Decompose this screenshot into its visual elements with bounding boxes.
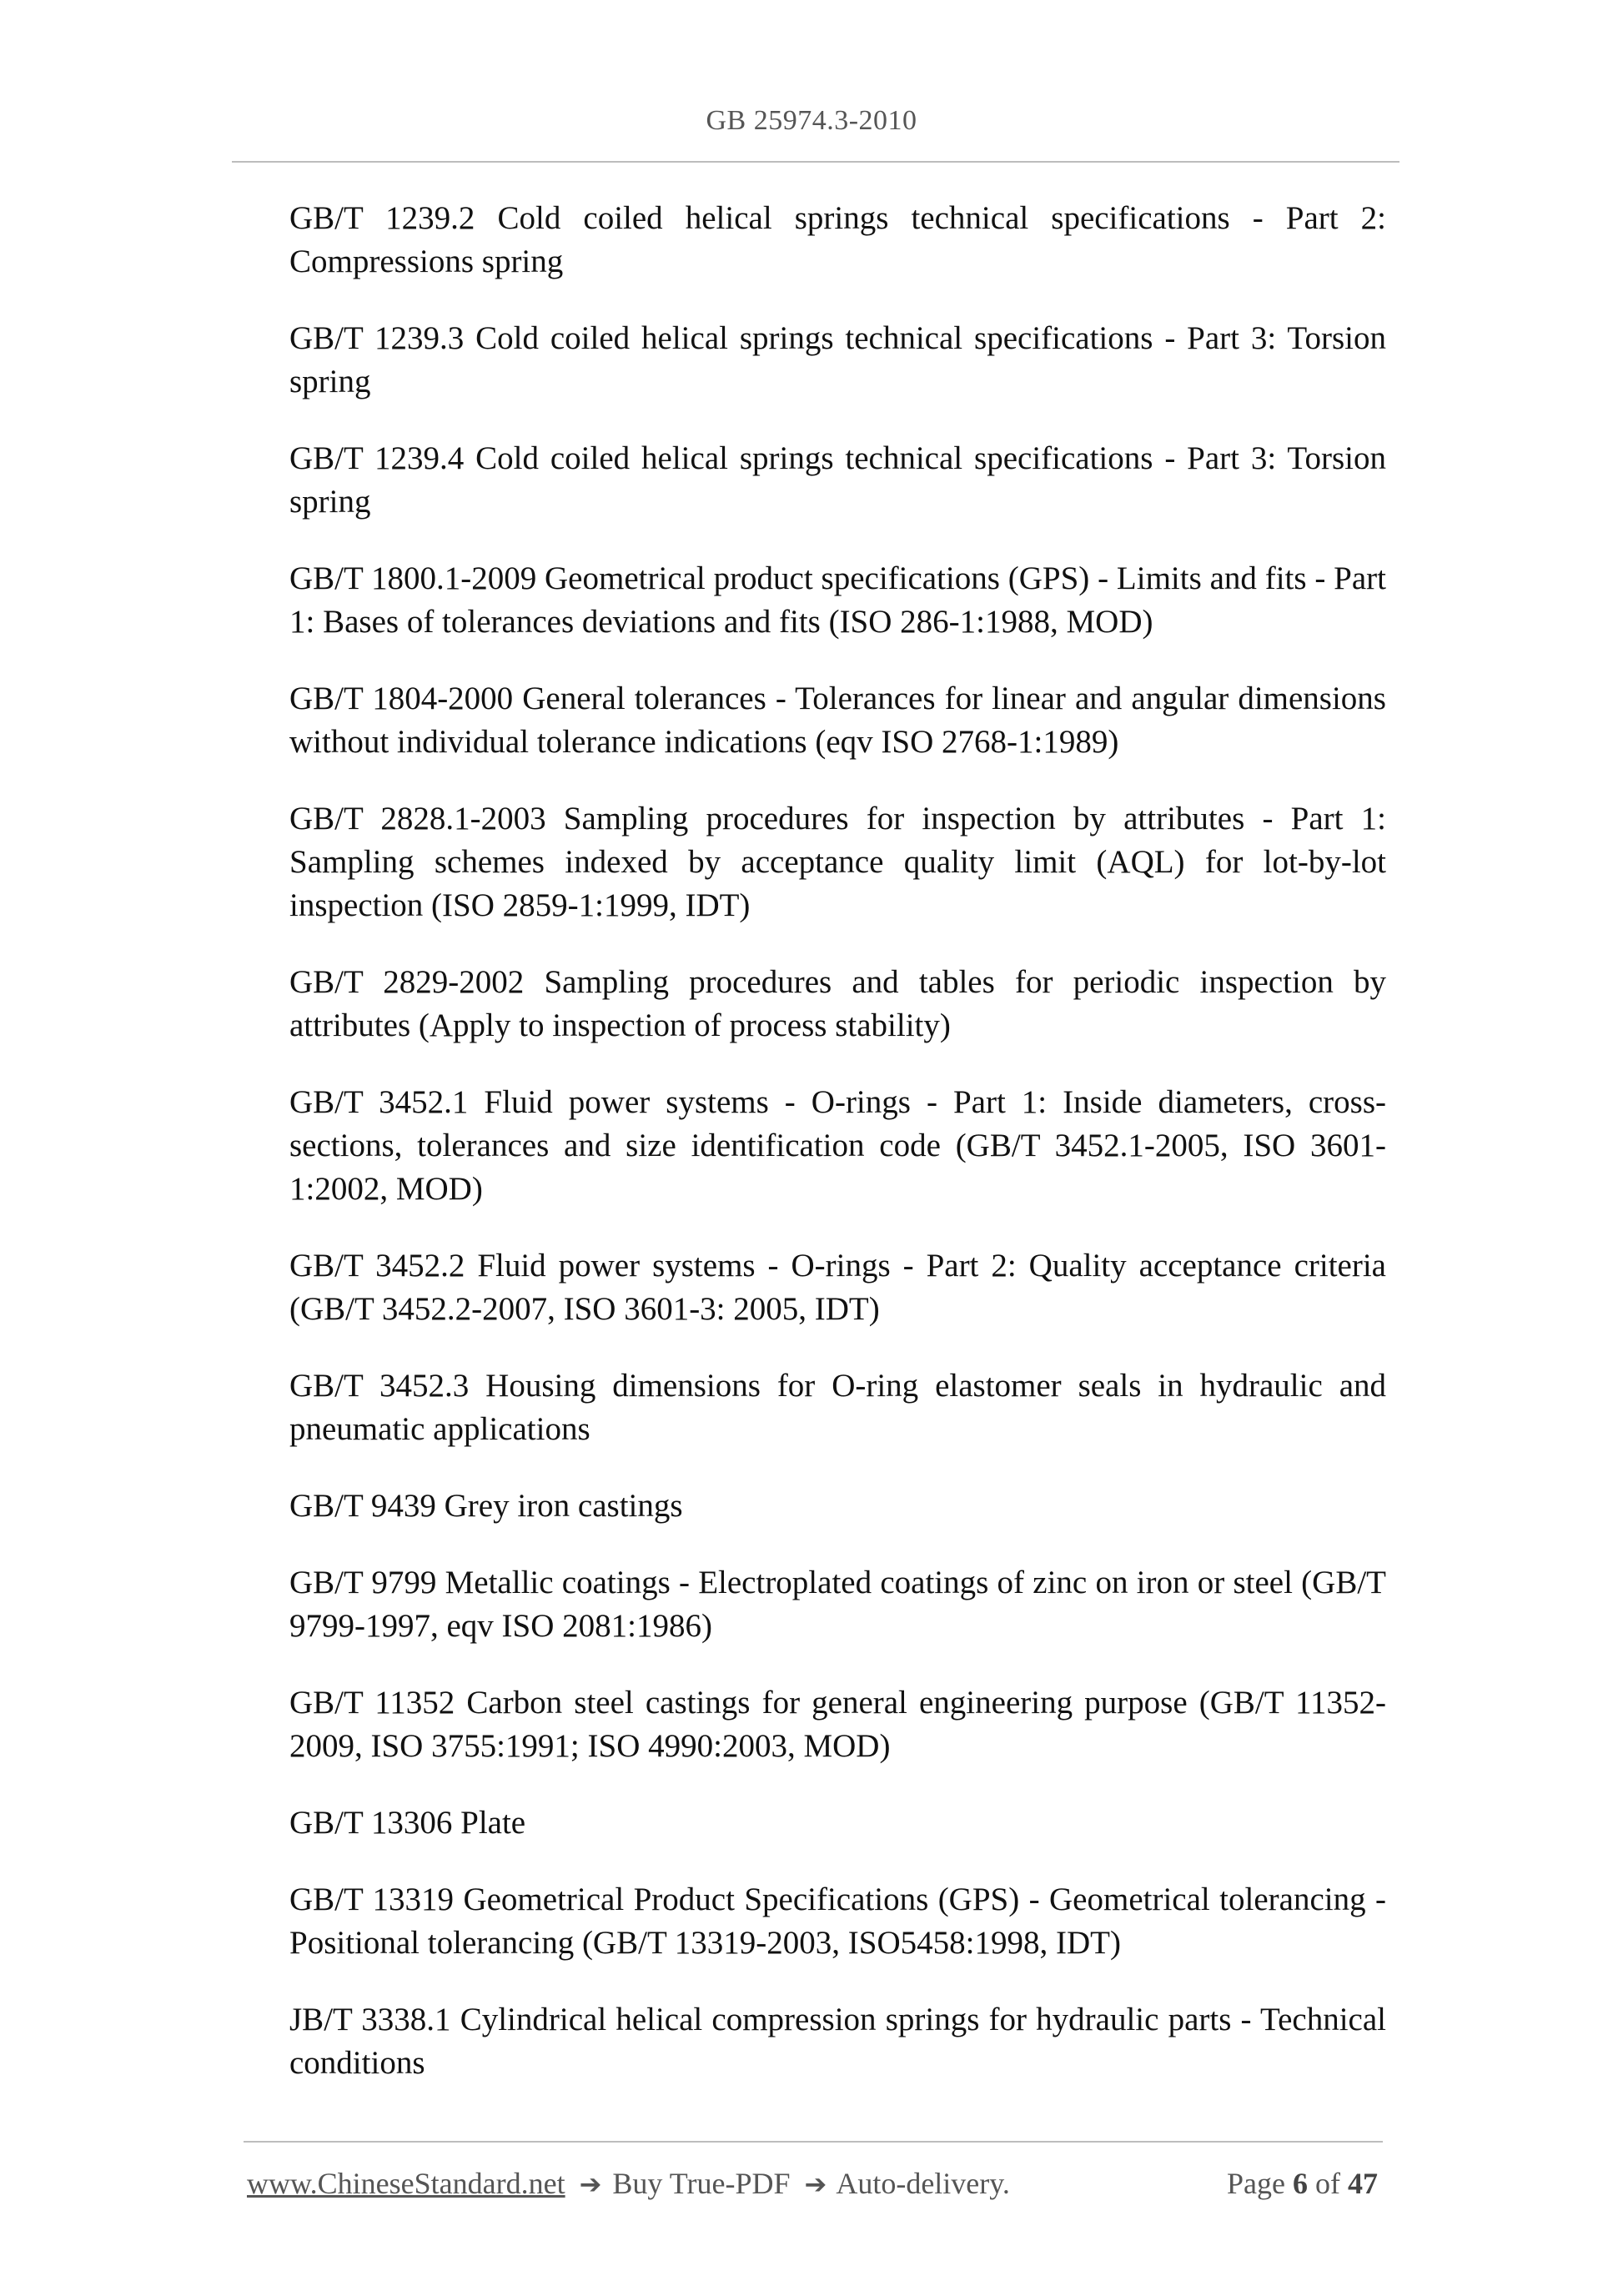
reference-item: GB/T 1239.3 Cold coiled helical springs technical specifications - Part 3: Torsion spring [289, 320, 1386, 399]
reference-item: GB/T 2829-2002 Sampling procedures and tables for periodic inspection by attributes (Apply to inspection of process stability) [289, 964, 1386, 1043]
reference-item: GB/T 1239.2 Cold coiled helical springs technical specifications - Part 2: Compressions spring [289, 200, 1386, 279]
reference-item: GB/T 1804-2000 General tolerances - Tolerances for linear and angular dimensions without individual tolerance indications (eqv ISO 2768-1:1989) [289, 681, 1386, 760]
of-label: of [1315, 2167, 1340, 2200]
reference-item: GB/T 13306 Plate [289, 1805, 526, 1841]
reference-item: GB/T 2828.1-2003 Sampling procedures for inspection by attributes - Part 1: Sampling schemes indexed by acceptance quality limit (AQL) for lot-by-lot inspection (ISO 2859-1:1999, IDT) [289, 801, 1386, 923]
buy-true-pdf-text: Buy True-PDF [612, 2167, 791, 2200]
footer-promo [247, 2166, 1010, 2201]
header-divider [232, 161, 1399, 163]
footer-divider [244, 2141, 1383, 2143]
reference-item: GB/T 9439 Grey iron castings [289, 1488, 683, 1524]
page-number [1227, 2166, 1378, 2201]
reference-item: GB/T 9799 Metallic coatings - Electroplated coatings of zinc on iron or steel (GB/T 9799-1997, eqv ISO 2081:1986) [289, 1565, 1386, 1644]
right-arrow-icon: ➔ [579, 2168, 602, 2200]
page-label: Page [1227, 2167, 1285, 2200]
reference-item: GB/T 3452.2 Fluid power systems - O-rings - Part 2: Quality acceptance criteria (GB/T 3452.2-2007, ISO 3601-3: 2005, IDT) [289, 1248, 1386, 1327]
website-link[interactable]: www.ChineseStandard.net [247, 2167, 565, 2200]
current-page-number: 6 [1293, 2167, 1308, 2200]
normative-references-list [289, 197, 1386, 2118]
total-page-count: 47 [1348, 2167, 1378, 2200]
reference-item: GB/T 3452.1 Fluid power systems - O-rings - Part 1: Inside diameters, cross-sections, tolerances and size identification code (GB/T 3452.1-2005, ISO 3601-1:2002, MOD) [289, 1084, 1386, 1207]
auto-delivery-text: Auto-delivery. [836, 2167, 1010, 2200]
reference-item: GB/T 13319 Geometrical Product Specifications (GPS) - Geometrical tolerancing - Positional tolerancing (GB/T 13319-2003, ISO5458:1998, IDT) [289, 1882, 1386, 1961]
right-arrow-icon: ➔ [804, 2168, 827, 2200]
reference-item: GB/T 3452.3 Housing dimensions for O-ring elastomer seals in hydraulic and pneumatic applications [289, 1368, 1386, 1447]
reference-item: GB/T 11352 Carbon steel castings for general engineering purpose (GB/T 11352-2009, ISO 3755:1991; ISO 4990:2003, MOD) [289, 1685, 1386, 1764]
reference-item: JB/T 3338.1 Cylindrical helical compression springs for hydraulic parts - Technical conditions [289, 2002, 1386, 2081]
reference-item: GB/T 1800.1-2009 Geometrical product specifications (GPS) - Limits and fits - Part 1: Bases of tolerances deviations and fits (ISO 286-1:1988, MOD) [289, 560, 1386, 640]
reference-item: GB/T 1239.4 Cold coiled helical springs technical specifications - Part 3: Torsion spring [289, 440, 1386, 520]
document-header: GB 25974.3-2010 [706, 105, 917, 136]
